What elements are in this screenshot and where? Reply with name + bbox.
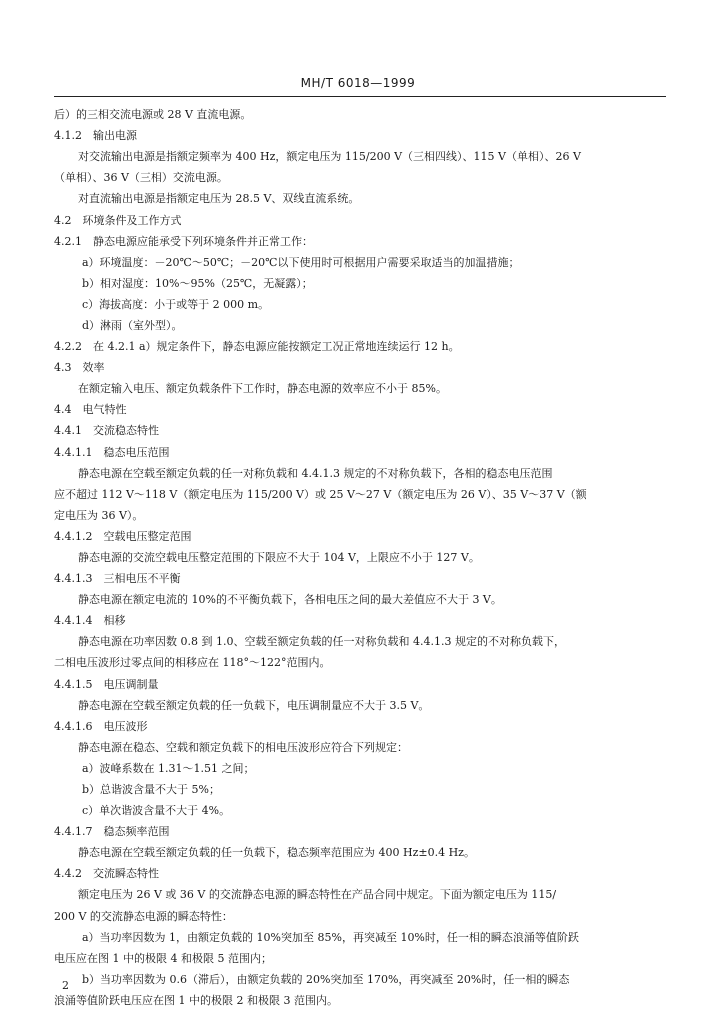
section-heading: 4.4.1.7 稳态频率范围 bbox=[54, 825, 170, 838]
text-line: 静态电源的交流空载电压整定范围的下限应不大于 104 V，上限应不小于 127 V。 bbox=[78, 551, 480, 564]
section-heading: 4.4.1.5 电压调制量 bbox=[54, 678, 159, 691]
list-item: b）总谐波含量不大于 5%； bbox=[82, 783, 220, 796]
text-line: 静态电源在稳态、空载和额定负载下的相电压波形应符合下列规定： bbox=[78, 741, 408, 754]
section-heading: 4.4.2 交流瞬态特性 bbox=[54, 867, 159, 880]
section-heading: 4.4.1.3 三相电压不平衡 bbox=[54, 572, 181, 585]
header-rule bbox=[54, 96, 666, 97]
section-heading: 4.1.2 输出电源 bbox=[54, 129, 137, 142]
list-item: c）单次谐波含量不大于 4%。 bbox=[82, 804, 231, 817]
text-line: 额定电压为 26 V 或 36 V 的交流静态电源的瞬态特性在产品合同中规定。下面为额定电压为 115/ bbox=[78, 888, 557, 901]
text-line: 对直流输出电源是指额定电压为 28.5 V、双线直流系统。 bbox=[78, 192, 360, 205]
page-header: MH/T 6018—1999 bbox=[300, 76, 416, 90]
section-heading: 4.4.1.1 稳态电压范围 bbox=[54, 446, 170, 459]
text-line: 静态电源在空载至额定负载的任一对称负载和 4.4.1.3 规定的不对称负载下，各相的稳态电压范围 bbox=[78, 467, 553, 480]
list-item: b）相对湿度：10%～95%（25℃，无凝露）； bbox=[82, 277, 313, 290]
text-line: 应不超过 112 V～118 V（额定电压为 115/200 V）或 25 V～27 V（额定电压为 26 V）、35 V～37 V（额 bbox=[54, 488, 587, 501]
text-line: 对交流输出电源是指额定频率为 400 Hz，额定电压为 115/200 V（三相四线）、115 V（单相）、26 V bbox=[78, 150, 581, 163]
list-item: a）当功率因数为 1，由额定负载的 10%突加至 85%，再突减至 10%时，任一相的瞬态浪涌等值阶跃 bbox=[82, 931, 579, 944]
list-item: b）当功率因数为 0.6（滞后），由额定负载的 20%突加至 170%，再突减至 20%时，任一相的瞬态 bbox=[82, 973, 570, 986]
section-heading: 4.4 电气特性 bbox=[54, 403, 127, 416]
section-heading: 4.4.1.6 电压波形 bbox=[54, 720, 148, 733]
page-number: 2 bbox=[62, 979, 69, 992]
text-line: 在额定输入电压、额定负载条件下工作时，静态电源的效率应不小于 85%。 bbox=[78, 382, 447, 395]
list-item: a）波峰系数在 1.31～1.51 之间； bbox=[82, 762, 255, 775]
text-line: 静态电源在空载至额定负载的任一负载下，电压调制量应不大于 3.5 V。 bbox=[78, 699, 430, 712]
section-heading: 4.4.1.4 相移 bbox=[54, 614, 126, 627]
text-line: （单相）、36 V（三相）交流电源。 bbox=[54, 171, 228, 184]
text-line: 定电压为 36 V）。 bbox=[54, 509, 144, 522]
section-heading: 4.2.1 静态电源应能承受下列环境条件并正常工作： bbox=[54, 235, 313, 248]
text-line: 静态电源在功率因数 0.8 到 1.0、空载至额定负载的任一对称负载和 4.4.1.3 规定的不对称负载下， bbox=[78, 635, 565, 648]
list-item: a）环境温度：－20℃～50℃；－20℃以下使用时可根据用户需要采取适当的加温措施； bbox=[82, 256, 520, 269]
list-item: d）淋雨（室外型）。 bbox=[82, 319, 183, 332]
text-line: 后）的三相交流电源或 28 V 直流电源。 bbox=[54, 108, 252, 121]
text-line: 200 V 的交流静态电源的瞬态特性： bbox=[54, 910, 233, 923]
section-heading: 4.4.1.2 空载电压整定范围 bbox=[54, 530, 192, 543]
section-heading: 4.3 效率 bbox=[54, 361, 105, 374]
text-line: 二相电压波形过零点间的相移应在 118°～122°范围内。 bbox=[54, 656, 331, 669]
text-line: 静态电源在空载至额定负载的任一负载下，稳态频率范围应为 400 Hz±0.4 Hz。 bbox=[78, 846, 475, 859]
section-heading: 4.2 环境条件及工作方式 bbox=[54, 214, 182, 227]
section-heading: 4.2.2 在 4.2.1 a）规定条件下，静态电源应能按额定工况正常地连续运行 12 h。 bbox=[54, 340, 460, 353]
text-line: 电压应在图 1 中的极限 4 和极限 5 范围内； bbox=[54, 952, 272, 965]
section-heading: 4.4.1 交流稳态特性 bbox=[54, 424, 159, 437]
text-line: 静态电源在额定电流的 10%的不平衡负载下，各相电压之间的最大差值应不大于 3 V。 bbox=[78, 593, 502, 606]
text-line: 浪涌等值阶跃电压应在图 1 中的极限 2 和极限 3 范围内。 bbox=[54, 994, 338, 1007]
list-item: c）海拔高度：小于或等于 2 000 m。 bbox=[82, 298, 270, 311]
